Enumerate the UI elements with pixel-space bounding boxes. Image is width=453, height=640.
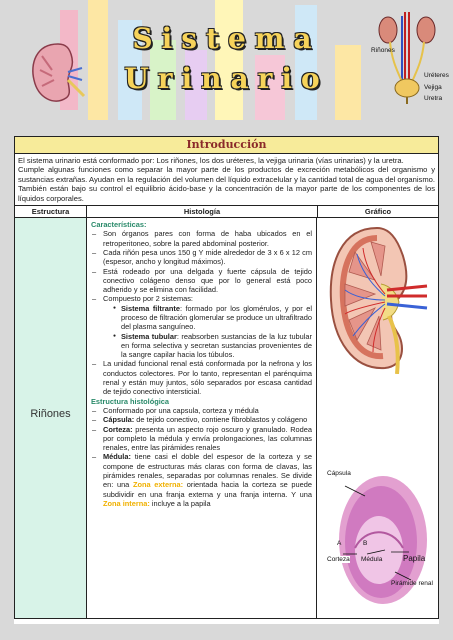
corner-label-ureteres: Uréteres <box>424 72 449 79</box>
corner-label-uretra: Uretra <box>424 95 443 102</box>
list-item: – Conformado por una capsula, corteza y médula <box>103 406 312 415</box>
graphic-cell <box>317 218 438 618</box>
micro-label-papila: Papila <box>403 554 426 564</box>
table-row <box>14 218 439 619</box>
histology-title: Estructura histológica <box>91 396 170 406</box>
structure-cell <box>15 218 87 618</box>
list-item: – Cada riñón pesa unos 150 g Y mide alrededor de 3 x 6 x 12 cm (espesor, ancho y longitud máximos). <box>103 248 312 267</box>
list-item: – Son órganos pares con forma de haba ubicados en el retroperitoneo, sobre la pared abdominal posterior. <box>103 229 312 248</box>
intro-heading: Introducción <box>14 136 439 154</box>
intro-paragraph-2: Cumple algunas funciones como separar la mayor parte de los productos de excreción metabólicos del organismo y sustancias extrañas. Ayudan en la regulación del volumen del líquido extracelular y la cantidad total de agua del organismo. También están bajo su control el equilibrio ácido-base y la concentración de la mayor parte de los componentes de los líquidos corporales. <box>18 165 435 203</box>
micro-label-capsula: Cápsula <box>327 470 351 478</box>
intro-text <box>14 154 439 206</box>
micro-label-corteza: Corteza <box>327 556 350 564</box>
list-item: – La unidad funcional renal está conformada por la nefrona y los conductos colectores. Por lo tanto, representan el parénquima renal y están muy juntos, sólo separados por escasa cantidad de tejido conectivo intersticial. <box>103 359 312 396</box>
page-title-line1: Sistema <box>132 22 321 55</box>
micro-label-b: B <box>363 540 368 548</box>
content-page <box>14 136 439 624</box>
corner-label-vejiga: Vejiga <box>424 84 442 91</box>
kidney-cross-section-image <box>327 224 431 374</box>
corner-label-rinones: Riñones <box>371 47 395 54</box>
table-header-row <box>14 206 439 218</box>
kidney-micrograph-image <box>325 468 433 608</box>
system-item-tubular: ● Sistema tubular: reabsorben sustancias de la luz tubular en forma selectiva y secretan sustancias provenientes de la sangre capilar hacia los túbulos. <box>113 332 312 360</box>
list-item: – Está rodeado por una delgada y fuerte cápsula de tejido conectivo colágeno denso que por lo general está poco adherido y se elimina con facilidad. <box>103 267 312 295</box>
micro-label-piramide-renal: Pirámide renal <box>391 580 433 588</box>
list-item: – Médula: tiene casi el doble del espesor de la corteza y se compone de estructuras más claras con forma de clavas, las pirámides renales, separadas por columnas renales. Se divide en: una Zona externa: orientada hacia la corteza se puede subdividir en una franja externa y una franja interna. Y una Zona interna: incluye a la papila <box>103 452 312 508</box>
column-header-histologia: Histología <box>87 206 318 217</box>
caracteristicas-title: Características: <box>91 220 147 230</box>
column-header-estructura: Estructura <box>15 206 87 217</box>
micro-label-medula: Médula <box>361 556 383 564</box>
histology-cell <box>87 218 317 618</box>
intro-paragraph-1: El sistema urinario está conformado por: Los riñones, los dos uréteres, la vejiga urinaria (vías urinarias) y la uretra. <box>18 156 404 165</box>
list-item: – Corteza: presenta un aspecto rojo oscuro y granulado. Rodea por completo la médula y envía prolongaciones, las columnas renales, entre las pirámides renales <box>103 425 312 453</box>
pastel-stripe <box>88 0 108 120</box>
page-title-line2: Urinario <box>124 62 329 95</box>
micro-label-a: A <box>337 540 342 548</box>
pastel-stripe <box>215 0 243 120</box>
list-item: – Compuesto por 2 sistemas: ● Sistema filtrante: formado por los glomérulos, y por el proceso de filtración glomerular se produce un ultrafiltrado del plasma sanguíneo. ● Sistema tubular: reabsorben sustancias de la luz tubular en forma selectiva y secretan sustancias provenientes de la sangre capilar hacia los túbulos. <box>103 294 312 359</box>
structure-name: Riñones <box>30 408 71 421</box>
column-header-grafico: Gráfico <box>364 207 392 217</box>
system-item-filtrante: ● Sistema filtrante: formado por los glomérulos, y por el proceso de filtración glomerular se produce un ultrafiltrado del plasma sanguíneo. <box>113 304 312 332</box>
list-item: – Cápsula: de tejido conectivo, contiene fibroblastos y colágeno <box>103 415 312 424</box>
